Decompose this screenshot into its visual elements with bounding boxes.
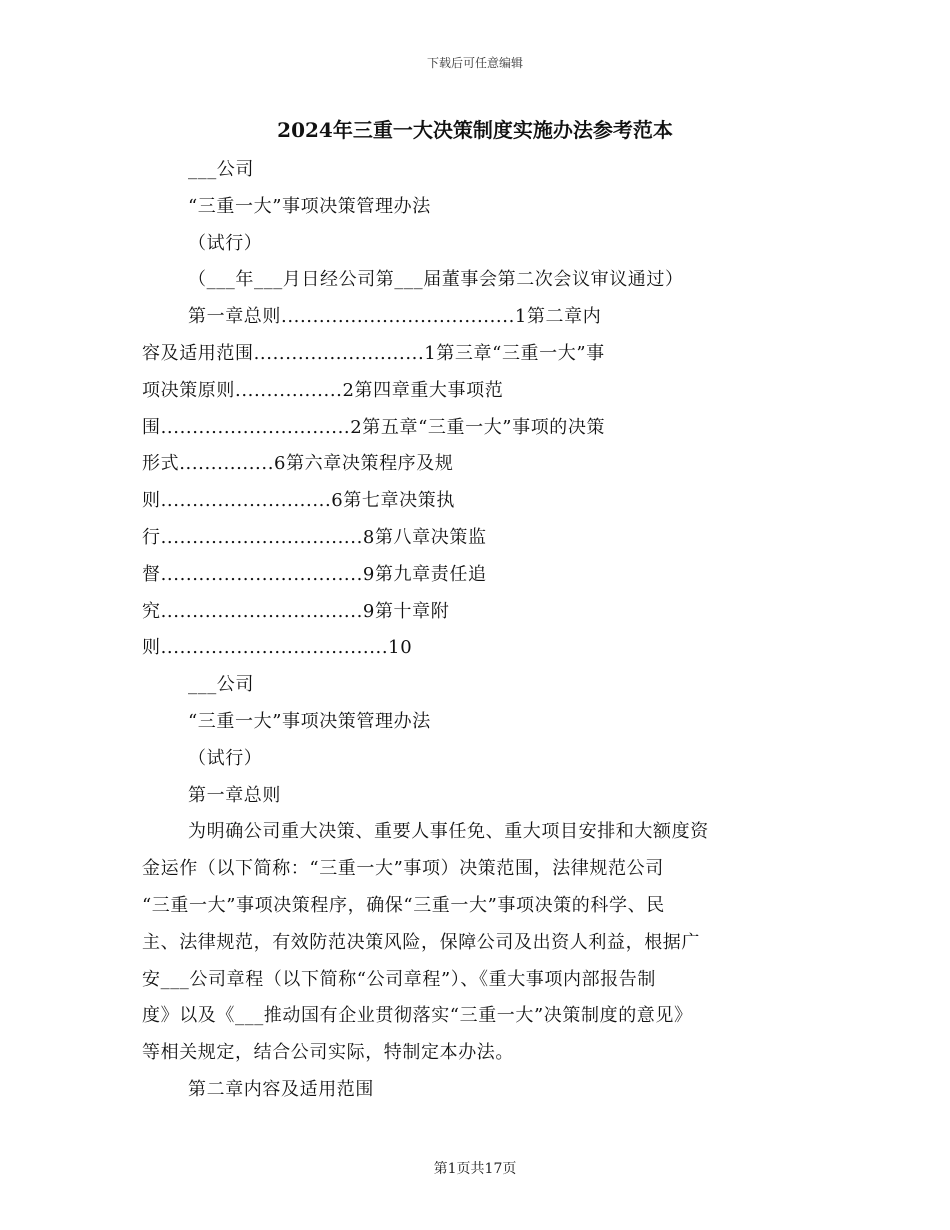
measures-title-line: “三重一大”事项决策管理办法 [188,195,431,217]
company-name-line: ___公司 [188,674,254,696]
paragraph-line: “三重一大”事项决策程序，确保“三重一大”事项决策的科学、民 [142,894,665,916]
paragraph-line: 等相关规定，结合公司实际，特制定本办法。 [142,1042,514,1064]
chapter-heading: 第一章总则 [188,784,281,806]
paragraph-line: 为明确公司重大决策、重要人事任免、重大项目安排和大额度资 [188,821,709,843]
toc-line: 围..............................2第五章“三重一大”事项的决策 [142,416,606,438]
trial-label-line: （试行） [188,232,263,254]
paragraph-line: 主、法律规范，有效防范决策风险，保障公司及出资人利益，根据广 [142,931,700,953]
measures-title-line: “三重一大”事项决策管理办法 [188,710,431,732]
paragraph-line: 安___公司章程（以下简称“公司章程”）、《重大事项内部报告制 [142,968,657,990]
toc-line: 容及适用范围...........................1第三章“三重一大”事 [142,342,605,364]
toc-line: 第一章总则.....................................1第二章内 [188,306,602,328]
toc-line: 则...........................6第七章决策执 [142,490,455,512]
toc-line: 究................................9第十章附 [142,600,450,622]
toc-line: 项决策原则.................2第四章重大事项范 [142,379,504,401]
document-body [142,152,814,1109]
toc-line: 督................................9第九章责任追 [142,563,487,585]
toc-line: 形式...............6第六章决策程序及规 [142,453,454,475]
paragraph-line: 金运作（以下简称：“三重一大”事项）决策范围，法律规范公司 [142,858,664,880]
toc-line: 则....................................10 [142,637,413,659]
approval-note-line: （___年___月日经公司第___届董事会第二次会议审议通过） [188,269,684,291]
toc-line: 行................................8第八章决策监 [142,526,487,548]
page-header: 下载后可任意编辑 [426,56,523,70]
page-footer: 第1页共17页 [433,1161,517,1177]
trial-label-line: （试行） [188,747,263,769]
chapter-heading: 第二章内容及适用范围 [188,1078,374,1100]
paragraph-line: 度》以及《___推动国有企业贯彻落实“三重一大”决策制度的意见》 [142,1005,693,1027]
document-title: 2024年三重一大决策制度实施办法参考范本 [277,118,673,142]
company-name-line: ___公司 [188,159,254,180]
